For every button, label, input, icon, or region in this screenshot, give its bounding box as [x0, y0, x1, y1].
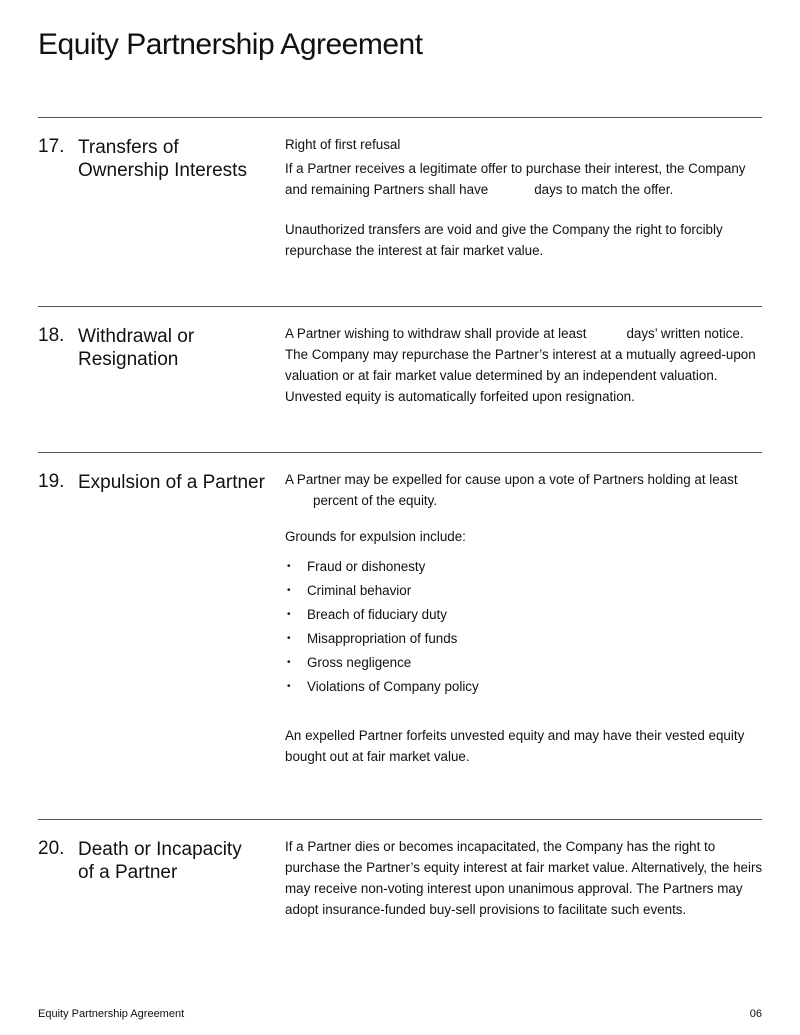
footer-title: Equity Partnership Agreement	[38, 1008, 185, 1020]
paragraph: A Partner wishing to withdraw shall provide at least	[285, 326, 587, 341]
list-item: • Violations of Company policy	[285, 676, 765, 697]
page-title: Equity Partnership Agreement	[38, 28, 423, 61]
section-17	[38, 117, 762, 306]
section-number: 18.	[38, 325, 65, 346]
paragraph-cont: days’ written notice. The Company may repurchase the Partner’s interest at a mutually agreed-upon valuation or at fair market value determined by an independent valuation. Unvested equity is automatically forfeited upon resignation.	[285, 326, 756, 404]
section-body	[285, 836, 765, 920]
section-title: Death or Incapacity of a Partner	[78, 839, 242, 883]
paragraph: An expelled Partner forfeits unvested equity and may have their vested equity bought out at fair market value.	[285, 728, 745, 764]
paragraph-cont: days to match the offer.	[534, 182, 674, 197]
grounds-list	[285, 556, 765, 697]
list-item: • Fraud or dishonesty	[285, 556, 765, 577]
paragraph: If a Partner dies or becomes incapacitated, the Company has the right to purchase the Partner’s equity interest at fair market value. Alternatively, the heirs may receive non-voting interest upon unanimous approval. The Partners may adopt insurance-funded buy-sell provisions to facilitate such events.	[285, 839, 763, 917]
paragraph: A Partner may be expelled for cause upon a vote of Partners holding at least	[285, 472, 738, 487]
list-item: • Criminal behavior	[285, 580, 765, 601]
section-title: Expulsion of a Partner	[78, 472, 265, 493]
section-18	[38, 306, 762, 452]
paragraph: Grounds for expulsion include:	[285, 529, 466, 544]
paragraph-cont: percent of the equity.	[313, 493, 438, 508]
section-body	[285, 469, 765, 767]
paragraph: If a Partner receives a legitimate offer to purchase their interest, the Company and remaining Partners shall have	[285, 161, 746, 197]
list-item: • Breach of fiduciary duty	[285, 604, 765, 625]
section-body	[285, 323, 765, 407]
list-item: • Misappropriation of funds	[285, 628, 765, 649]
section-20	[38, 819, 762, 970]
section-number: 17.	[38, 136, 65, 157]
paragraph: Unauthorized transfers are void and give the Company the right to forcibly repurchase the interest at fair market value.	[285, 222, 723, 258]
page-number: 06	[749, 1008, 762, 1020]
section-title: Transfers of Ownership Interests	[78, 137, 247, 181]
section-number: 20.	[38, 838, 65, 859]
section-number: 19.	[38, 471, 65, 492]
subheading: Right of first refusal	[285, 137, 401, 152]
section-title: Withdrawal or Resignation	[78, 326, 195, 370]
section-body	[285, 134, 765, 261]
section-19	[38, 452, 762, 819]
list-item: • Gross negligence	[285, 652, 765, 673]
